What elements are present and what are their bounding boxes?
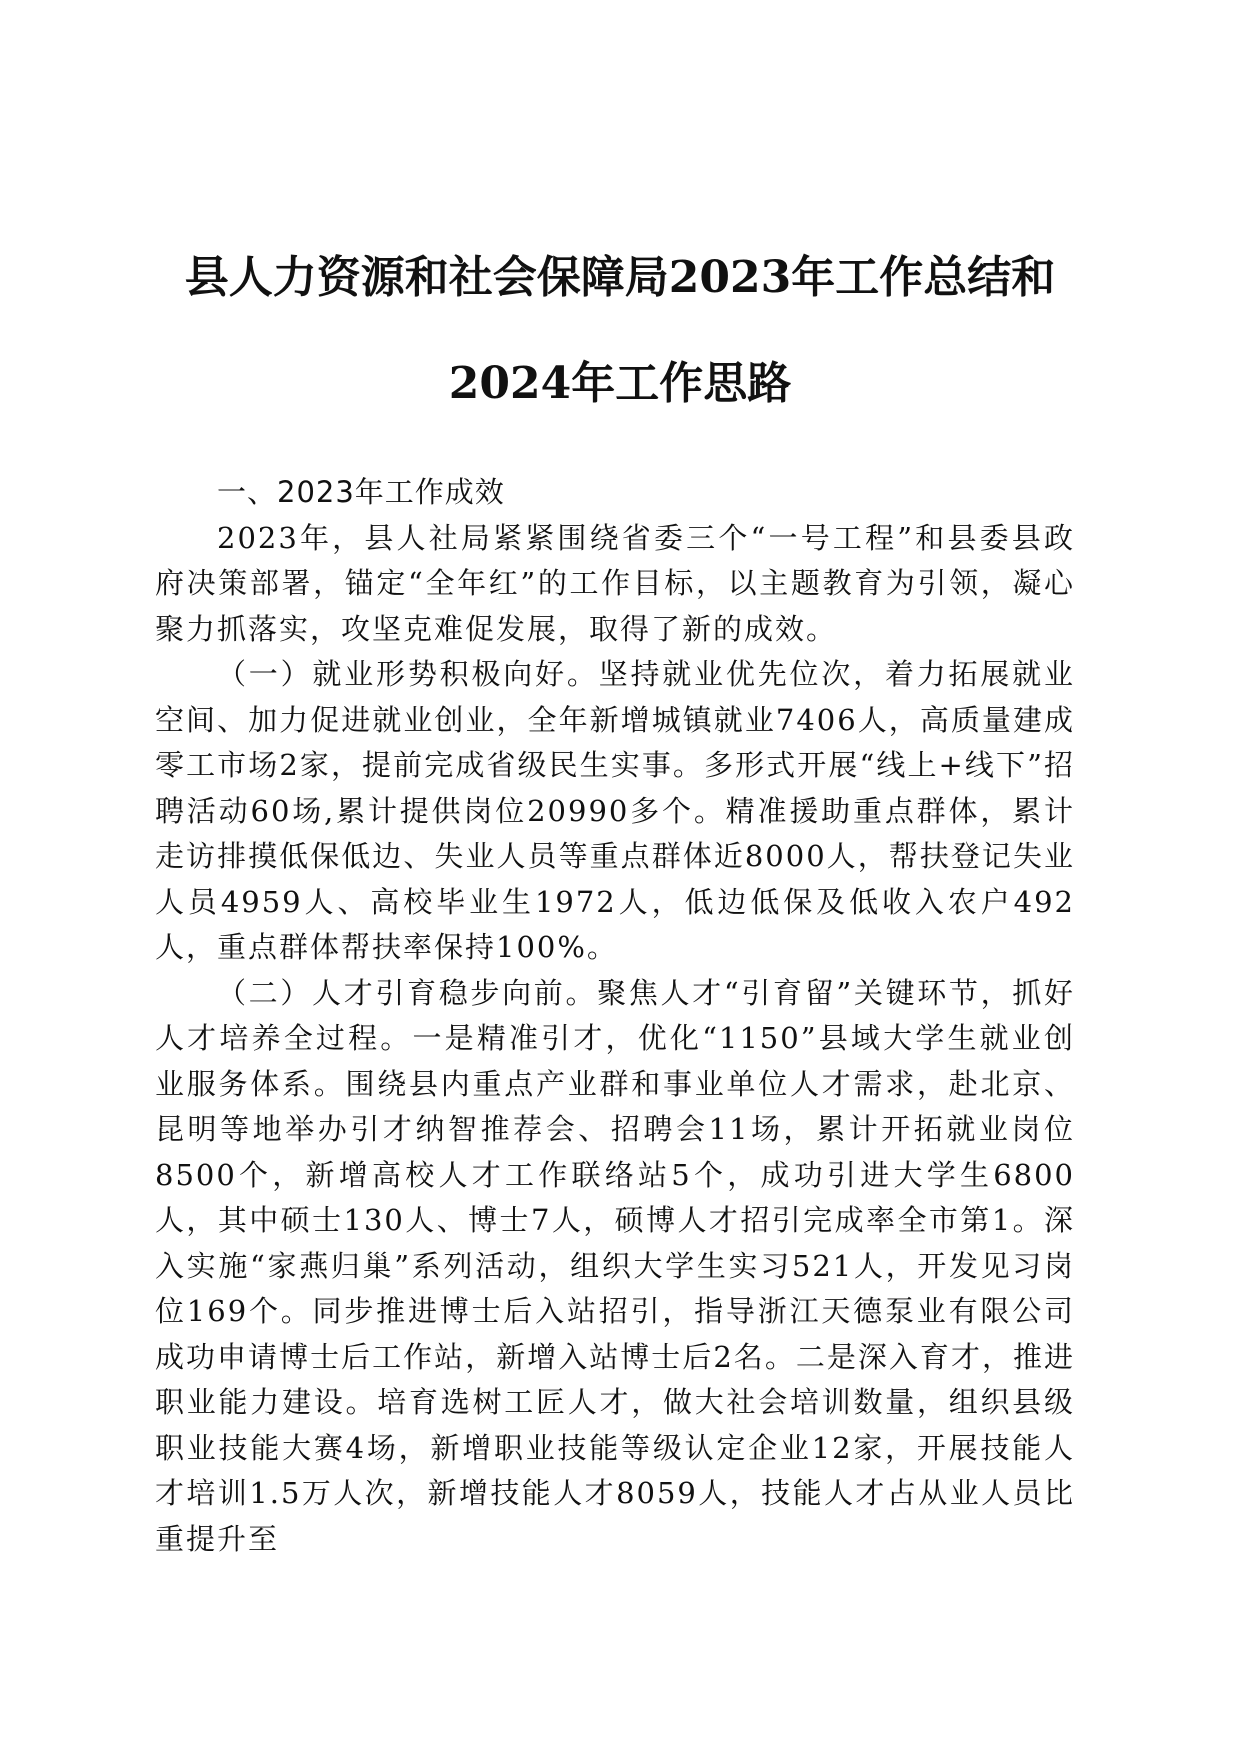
section-heading-1: 一、2023年工作成效 <box>217 475 505 509</box>
paragraph-talent <box>155 971 1075 1563</box>
document-title <box>140 225 1100 437</box>
intro-paragraph: 2023年，县人社局紧紧围绕省委三个“一号工程”和县委县政府决策部署，锚定“全年红”的工作目标，以主题教育为引领，凝心聚力抓落实，攻坚克难促发展，取得了新的成效。 <box>155 520 1075 646</box>
paragraph-employment-body: 坚持就业优先位次，着力拓展就业空间、加力促进就业创业，全年新增城镇就业7406人，高质量建成零工市场2家，提前完成省级民生实事。多形式开展“线上+线下”招聘活动60场,累计提供岗位20990多个。精准援助重点群体，累计走访排摸低保低边、失业人员等重点群体近8000人，帮扶登记失业人员4959人、高校毕业生1972人，低边低保及低收入农户492人，重点群体帮扶率保持100%。 <box>155 657 1075 964</box>
paragraph-talent-body: 聚焦人才“引育留”关键环节，抓好人才培养全过程。一是精准引才，优化“1150”县域大学生就业创业服务体系。围绕县内重点产业群和事业单位人才需求，赴北京、昆明等地举办引才纳智推荐会、招聘会11场，累计开拓就业岗位8500个，新增高校人才工作联络站5个，成功引进大学生6800人，其中硕士130人、博士7人，硕博人才招引完成率全市第1。深入实施“家燕归巢”系列活动，组织大学生实习521人，开发见习岗位169个。同步推进博士后入站招引，指导浙江天德泵业有限公司成功申请博士后工作站，新增入站博士后2名。二是深入育才，推进职业能力建设。培育选树工匠人才，做大社会培训数量，组织县级职业技能大赛4场，新增职业技能等级认定企业12家，开展技能人才培训1.5万人次，新增技能人才8059人，技能人才占从业人员比重提升至 <box>155 975 1075 1556</box>
document-body <box>155 470 1075 1562</box>
title-line-2: 2024年工作思路 <box>448 358 792 409</box>
paragraph-talent-lead: （二）人才引育稳步向前。 <box>217 975 598 1010</box>
paragraph-employment-lead: （一）就业形势积极向好。 <box>217 657 599 691</box>
title-line-1: 县人力资源和社会保障局2023年工作总结和 <box>184 252 1056 303</box>
paragraph-employment <box>155 652 1075 971</box>
